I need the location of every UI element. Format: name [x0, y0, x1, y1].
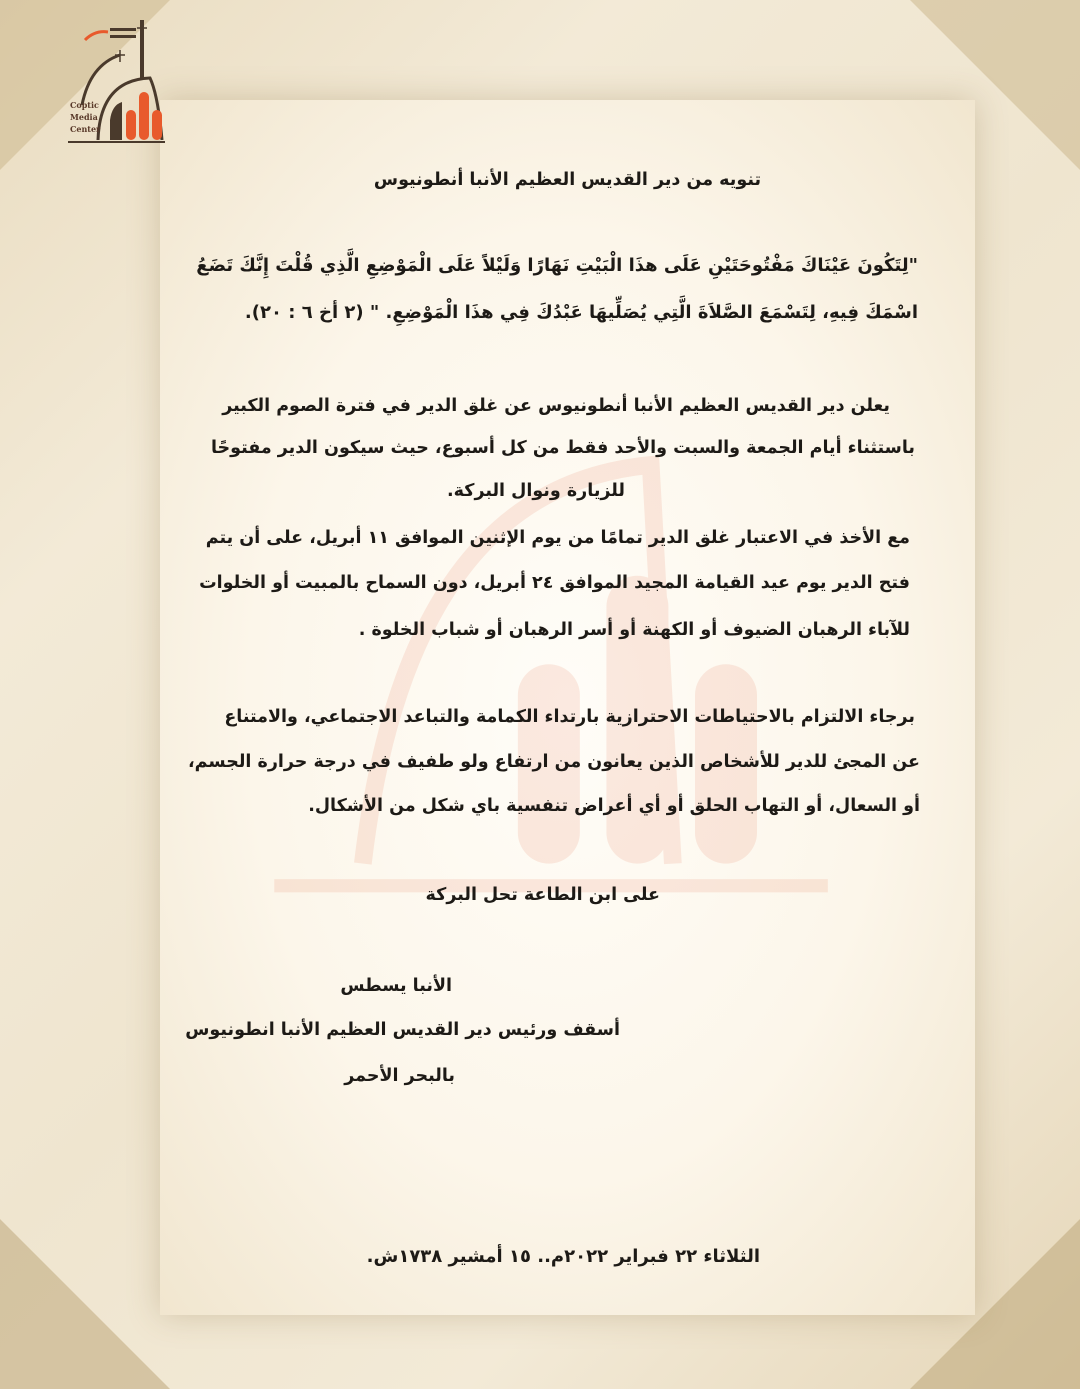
- svg-text:Media: Media: [70, 112, 98, 122]
- paragraph-line: مع الأخذ في الاعتبار غلق الدير تمامًا من يوم الإثنين الموافق ١١ أبريل، على أن يتم: [205, 528, 910, 548]
- paragraph-line: فتح الدير يوم عيد القيامة المجيد الموافق ٢٤ أبريل، دون السماح بالمبيت أو الخلوات: [199, 573, 910, 593]
- paragraph-line: باستثناء أيام الجمعة والسبت والأحد فقط من كل أسبوع، حيث سيكون الدير مفتوحًا: [210, 438, 915, 458]
- verse-line: "لِتَكُونَ عَيْنَاكَ مَفْتُوحَتَيْنِ عَلَى هذَا الْبَيْتِ نَهَارًا وَلَيْلاً عَلَى الْمَوْضِعِ الَّذِي قُلْتَ إِنَّكَ تَضَعُ: [196, 255, 918, 276]
- signature-location: بالبحر الأحمر: [344, 1066, 455, 1086]
- paragraph-line: للآباء الرهبان الضيوف أو الكهنة أو أسر الرهبان أو شباب الخلوة .: [358, 620, 910, 640]
- paragraph-line: برجاء الالتزام بالاحتياطات الاحترازية بارتداء الكمامة والتباعد الاجتماعي، والامتناع: [224, 707, 915, 727]
- verse-line: اسْمَكَ فِيهِ، لِتَسْمَعَ الصَّلاَةَ الَّتِي يُصَلِّيهَا عَبْدُكَ فِي هذَا الْمَوْضِعِ. " (٢ أخ ٦ : ٢٠).: [244, 302, 918, 323]
- blessing-line: على ابن الطاعة تحل البركة: [425, 885, 660, 905]
- document-title: تنويه من دير القديس العظيم الأنبا أنطونيوس: [373, 170, 762, 190]
- corner-decoration: [0, 1219, 170, 1389]
- coptic-media-center-logo: [30, 10, 170, 150]
- signature-name: الأنبا يسطس: [340, 976, 452, 996]
- document-date: الثلاثاء ٢٢ فبراير ٢٠٢٢م.. ١٥ أمشير ١٧٣٨ش.: [366, 1246, 760, 1267]
- svg-text:Coptic: Coptic: [70, 100, 99, 110]
- paragraph-line: للزيارة ونوال البركة.: [447, 481, 625, 501]
- signature-title: أسقف ورئيس دير القديس العظيم الأنبا انطونيوس: [185, 1020, 620, 1040]
- svg-text:Center: Center: [70, 124, 101, 134]
- paragraph-line: عن المجئ للدير للأشخاص الذين يعانون من ارتفاع ولو طفيف في درجة حرارة الجسم،: [188, 752, 920, 772]
- paragraph-line: يعلن دير القديس العظيم الأنبا أنطونيوس عن غلق الدير في فترة الصوم الكبير: [222, 396, 890, 416]
- paragraph-line: أو السعال، أو التهاب الحلق أو أي أعراض تنفسية باي شكل من الأشكال.: [308, 796, 920, 816]
